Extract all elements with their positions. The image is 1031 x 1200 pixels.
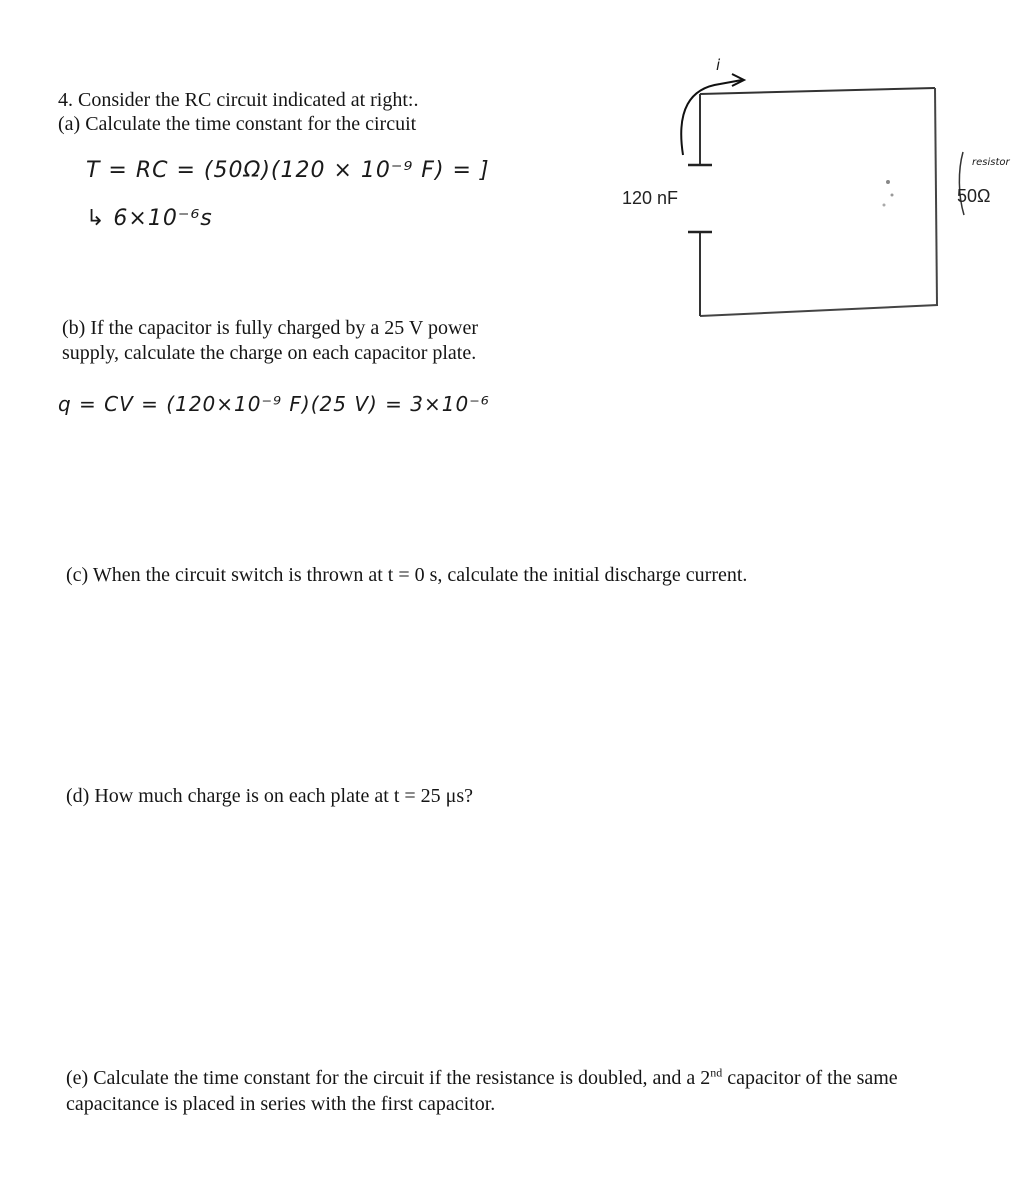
problem-title: 4. Consider the RC circuit indicated at right:. [58, 89, 419, 111]
part-e-superscript: nd [710, 1065, 723, 1080]
part-e-question-line2: capacitance is placed in series with the first capacitor. [66, 1093, 496, 1115]
part-a-question: (a) Calculate the time constant for the circuit [58, 113, 417, 135]
resistor-note: resistor [972, 157, 1010, 168]
part-e-question-line1 [66, 1066, 898, 1090]
circuit-wire-right [935, 88, 937, 305]
part-d-question: (d) How much charge is on each plate at t = 25 μs? [66, 785, 474, 807]
part-e-text-pre: (e) Calculate the time constant for the circuit if the resistance is doubled, and a 2 [66, 1067, 711, 1089]
part-b-question-line1: (b) If the capacitor is fully charged by a 25 V power [62, 317, 478, 339]
part-b-question-line2: supply, calculate the charge on each capacitor plate. [62, 342, 477, 364]
part-e-text-post: capacitor of the same [722, 1067, 898, 1089]
current-arc [681, 80, 742, 155]
rc-circuit-diagram [0, 0, 1031, 340]
handwritten-answer-a-line1: T = RC = (50Ω)(120 × 10⁻⁹ F) = ] [86, 158, 490, 183]
handwritten-answer-a-line2: ↳ 6×10⁻⁶s [86, 206, 213, 231]
part-c-question: (c) When the circuit switch is thrown at t = 0 s, calculate the initial discharge current. [66, 564, 748, 586]
circuit-wire-bottom [700, 305, 938, 316]
circuit-wire-top [700, 88, 935, 94]
current-label: i [716, 56, 722, 74]
handwritten-answer-b: q = CV = (120×10⁻⁹ F)(25 V) = 3×10⁻⁶ [58, 392, 490, 416]
capacitor-label: 120 nF [622, 188, 679, 208]
resistor-label: 50Ω [957, 186, 991, 206]
